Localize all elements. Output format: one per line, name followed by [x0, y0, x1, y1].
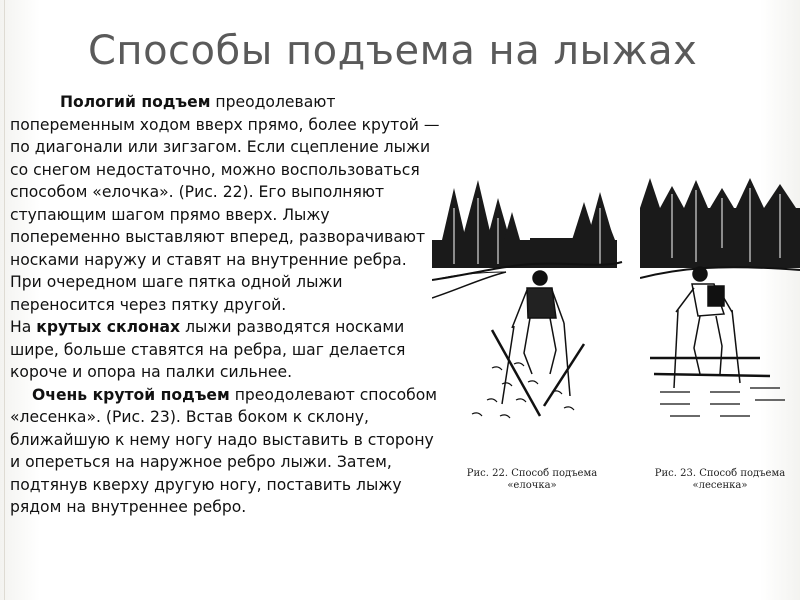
term-gentle-climb: Пологий подъем	[60, 93, 211, 111]
paragraph-very-steep-text: преодолевают способом «лесенка». (Рис. 23). Встав боком к склону, ближайшую к нему ногу надо выставить в сторону и опереться на наружное ребро лыжи. Затем, подтянув кверху другую ногу, поставить лыжу рядом на внутреннее ребро.	[10, 385, 438, 516]
paragraph-very-steep	[10, 384, 440, 519]
slide-title: Способы подъема на лыжах	[88, 28, 698, 74]
figure-herringbone	[432, 178, 632, 428]
paragraph-steep-slopes	[10, 316, 440, 384]
slide-edge-rule	[4, 0, 5, 600]
caption-figure-23-line1: Рис. 23. Способ подъема	[654, 468, 786, 479]
herringbone-illustration	[432, 178, 632, 428]
caption-figure-23-line2: «лесенка»	[692, 480, 748, 491]
term-steep-slopes: крутых склонах	[36, 318, 181, 336]
caption-figure-23	[640, 468, 800, 492]
paragraph-gentle-climb-text: преодолевают попеременным ходом вверх прямо, более крутой — по диагонали или зигзагом. Если сцепление лыжи со снегом недостаточно, можно воспользоваться способом «елочка». (Рис. 22). Его выполняют ступающим шагом прямо вверх. Лыжу попеременно выставляют вперед, разворачивают носками наружу и ставят на внутренние ребра. При очередном шаге пятка одной лыжи переносится через пятку другой.	[10, 93, 440, 314]
term-very-steep: Очень крутой подъем	[32, 385, 230, 404]
caption-figure-22	[432, 468, 632, 492]
figure-side-step	[640, 178, 800, 428]
paragraph-steep-slopes-text: лыжи разводятся носками шире, больше ставятся на ребра, шаг делается короче и опора на палки сильнее.	[10, 318, 406, 381]
side-step-illustration	[640, 178, 800, 428]
body-text	[10, 91, 440, 519]
paragraph-gentle-climb	[10, 91, 440, 316]
caption-figure-22-line2: «елочка»	[507, 480, 557, 491]
paragraph-steep-prefix: На	[10, 318, 37, 336]
caption-figure-22-line1: Рис. 22. Способ подъема	[466, 468, 598, 479]
